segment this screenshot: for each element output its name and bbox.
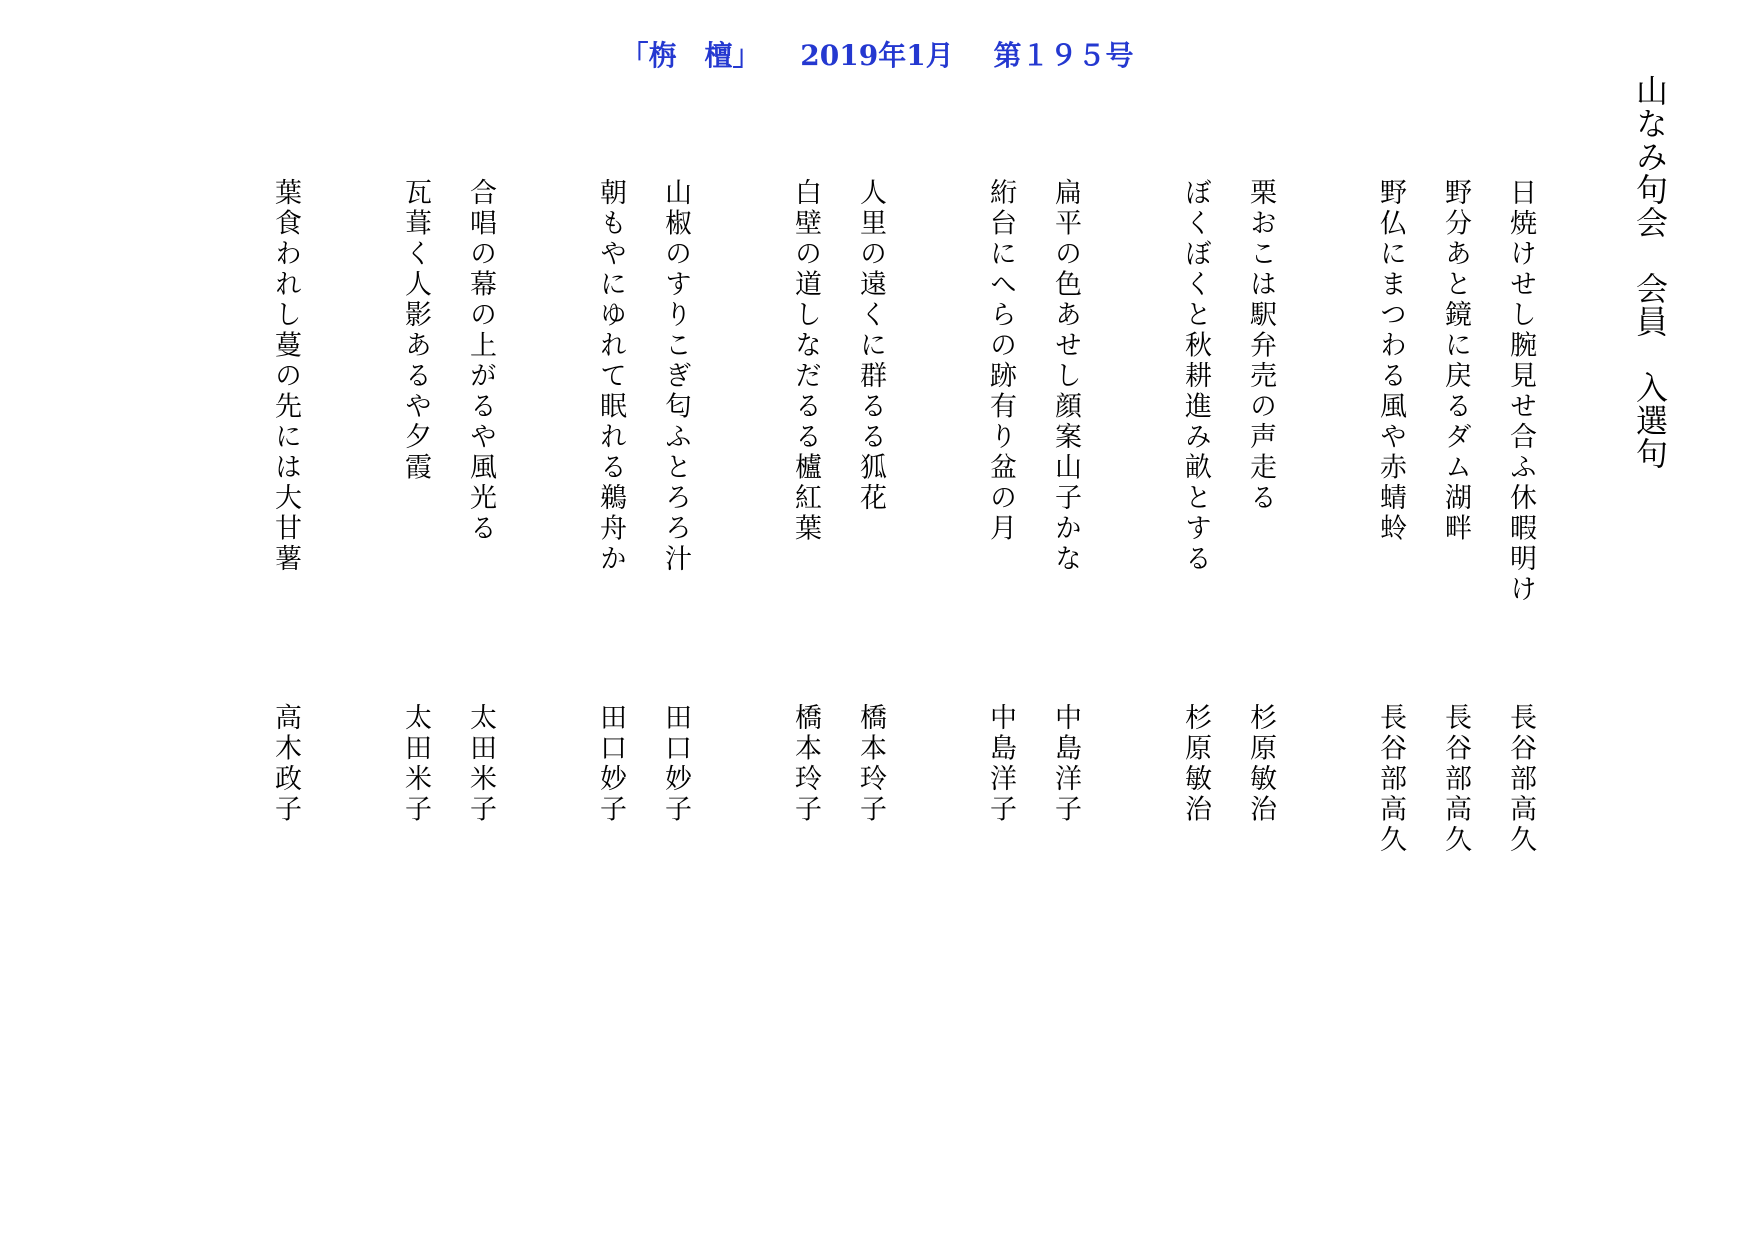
haiku-text: 人里の遠くに群るる狐花 [855,178,886,514]
haiku-author: 長谷部高久 [1375,703,1406,856]
haiku-text: 山椒のすりこぎ匂ふとろろ汁 [660,178,691,575]
haiku-author: 橋本玲子 [855,703,886,825]
haiku-text: 栗おこは駅弁売の声走る [1245,178,1276,514]
haiku-text: 野分あと鏡に戻るダム湖畔 [1440,178,1471,544]
haiku-text: 葉食われし蔓の先には大甘薯 [270,178,301,575]
haiku-text: 野仏にまつわる風や赤蜻蛉 [1375,178,1406,544]
publication-name: 「栴 檀」 [620,39,761,72]
haiku-text: 絎台にへらの跡有り盆の月 [985,178,1016,544]
haiku-author: 橋本玲子 [790,703,821,825]
haiku-text: 扁平の色あせし顔案山子かな [1050,178,1081,575]
haiku-author: 中島洋子 [985,703,1016,825]
haiku-text: 日焼けせし腕見せ合ふ休暇明け [1505,178,1536,605]
haiku-author: 田口妙子 [660,703,691,825]
haiku-author: 田口妙子 [595,703,626,825]
haiku-author: 太田米子 [400,703,431,825]
publication-date: 2019年1月 [800,39,954,72]
haiku-author: 太田米子 [465,703,496,825]
haiku-author: 杉原敏治 [1180,703,1211,825]
haiku-author: 長谷部高久 [1440,703,1471,856]
haiku-author: 中島洋子 [1050,703,1081,825]
haiku-text: 白壁の道しなだるる櫨紅葉 [790,178,821,544]
haiku-text: 朝もやにゆれて眠れる鵜舟か [595,178,626,575]
haiku-text: 合唱の幕の上がるや風光る [465,178,496,544]
haiku-text: 瓦葺く人影あるや夕霞 [400,178,431,483]
haiku-author: 高木政子 [270,703,301,825]
haiku-author: 杉原敏治 [1245,703,1276,825]
haiku-author: 長谷部高久 [1505,703,1536,856]
issue-number: 第１９５号 [993,39,1134,72]
haiku-text: ぼくぼくと秋耕進み畝とする [1180,178,1211,575]
section-title: 山なみ句会 会員 入選句 [1631,74,1669,470]
page-header [0,34,1754,74]
